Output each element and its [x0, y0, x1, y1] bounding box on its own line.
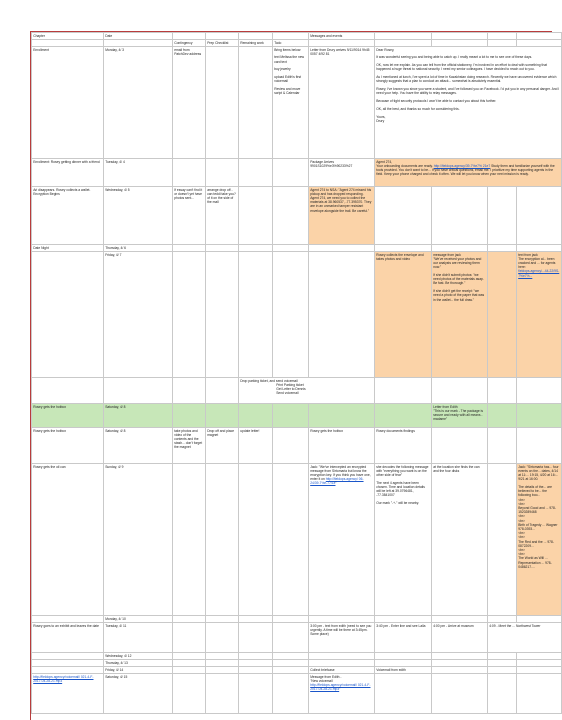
todo-line: Bring items below:: [274, 47, 302, 52]
header-date: Date: [104, 33, 173, 40]
cell-date[interactable]: Saturday, 4/ 15: [104, 674, 173, 714]
cell-message[interactable]: Voicemail from edith: [375, 667, 432, 674]
table-row: [32, 674, 562, 714]
spreadsheet-grid[interactable]: [31, 32, 561, 720]
table-row: [32, 428, 562, 464]
cell-contingency[interactable]: take photos and video of the contents and the stash... don't forget the magnet: [173, 428, 206, 464]
cell-message[interactable]: Rosey documents findings: [375, 428, 432, 464]
cell-date[interactable]: Tuesday, 4/ 4: [104, 159, 173, 187]
sheet-top-margin: [0, 0, 552, 24]
cell-date[interactable]: Wednesday, 4/ 12: [104, 653, 173, 660]
cell-chapter[interactable]: Rosey gets the hotbox: [32, 428, 104, 464]
cell-chapter[interactable]: Ari disappears. Rosey collects a wallet. Encryption Begins: [32, 187, 104, 245]
table-row: [32, 616, 562, 623]
cell-prep[interactable]: arrange drop off - can teddi take you? of it on the side of the mall: [206, 187, 239, 245]
subheader-row: [32, 40, 562, 47]
todo-line: buy jewelry: [274, 67, 291, 72]
cell-message[interactable]: 3:00 pm - text from edith (need to see you urgently. A time will be there at 3:45pm. Some place): [309, 623, 375, 653]
table-row: [32, 159, 562, 187]
cell-date[interactable]: Saturday, 4/ 8: [104, 404, 173, 428]
cell-letter[interactable]: Dear Rosey, It was wonderful seeing you and being able to catch up. I really meant a lot to me to see one of these days. OK, now let me explain. As you can tell from the official stationery, I'm involved in an effort to deal with something that happened a huge threat to national security. I need my senior colleagues. I have decided to reach out to you. As I mentioned at lunch, I've spent a lot of time in Kazakhstan doing research. Recently we have uncovered evidence which strongly suggests that a plan to conduct an attack... somewhat is absolutely essential. Rosey, I've known you since you were a student, and I've followed you on Facebook. I'd put you in any personal danger. And I need your help. You have the ability to relay messages. Because of tight security protocols I won't be able to contact you about this further. OK, all the best, and thanks so much for considering this. Yours, Drury: [375, 47, 562, 159]
cell-date[interactable]: Sunday, 4/ 9: [104, 464, 173, 616]
cell-chapter[interactable]: Enrollment: Rosey getting dinner with a friend: [32, 159, 104, 187]
header-chapter: Chapter: [32, 33, 104, 40]
subheader-contingency: Contingency: [173, 40, 206, 47]
table-row: [32, 623, 562, 653]
encryption-link[interactable]: fieldops.agency/...44-22/9S-7%e7%...: [518, 269, 560, 278]
table-row: [32, 378, 562, 404]
table-row: [32, 404, 562, 428]
cell-date[interactable]: Monday, 4/ 3: [104, 47, 173, 159]
cell-date[interactable]: Saturday, 4/ 8: [104, 428, 173, 464]
cell-chapter[interactable]: Date Night: [32, 245, 104, 252]
table-row: [32, 47, 562, 159]
cell-message[interactable]: Letter from Edith "This is our mark - The package is secure and ready with all means - madame": [432, 404, 488, 428]
cell-message[interactable]: Package Arrives 9901S1029%e3%90233%27: [309, 159, 375, 187]
story-schedule-table: [31, 32, 562, 714]
cell-message[interactable]: message from jack "We've received your photos and our analysts are reviewing them now." If she didn't submit photos: "we need photos of the materials asap. Be fast. Be thorough." If she didn't get the receipt: "we need a photo of the paper that was in the wallet... the full draw.": [432, 252, 488, 378]
todo-line: Review and move script & Calendar: [274, 87, 301, 96]
cell-agent-email[interactable]: Agent 274, Your onboarding documents are ready. http://fieldops.agency/39-7%e7% 21e7 Study them and familiarize yourself with the tools provided. You don't want to be... If you have critical questions, email me. I prioritize my time supporting agents in the field. Keep your phone charged and check it often. We will let you know when your next mission is ready.: [375, 159, 562, 187]
table-row: [32, 245, 562, 252]
table-row: [32, 187, 562, 245]
cell-date[interactable]: Tuesday, 4/ 11: [104, 623, 173, 653]
cell-message[interactable]: Collect briefcase: [309, 667, 375, 674]
cell-chapter[interactable]: Rosey goes to an exhibit and leaves the date: [32, 623, 104, 653]
cell-message[interactable]: Message from Edith - "New voicemail http://fieldops.agency/voicemail/ 021-4-F-2017-04-28-21.mp3": [309, 674, 375, 714]
cell-chapter[interactable]: Enrollment: [32, 47, 104, 159]
table-row: [32, 252, 562, 378]
cell-date[interactable]: Thursday, 4/ 13: [104, 660, 173, 667]
cell-message[interactable]: 4:09 - Meet the ... Northwest Tower: [488, 623, 562, 653]
cell-date[interactable]: Thursday, 4/ 6: [104, 245, 173, 252]
cell-contingency[interactable]: If essay can't find it or doesn't yet have photos sent...: [173, 187, 206, 245]
voicemail-message-link[interactable]: http://fieldops.agency/voicemail/ 021-4-F-2017-04-28-21.mp3: [310, 683, 371, 692]
cell-message[interactable]: Rosey gets the hotbox: [309, 428, 375, 464]
cell-remaining[interactable]: update letter!: [239, 428, 273, 464]
cell-message[interactable]: Jack: "Sirtomaria has... four events on the... dates, 4/14 at 11:... 19:15, 4/20 at 16:... 9/21 at 16:00. The details of the... are believed to be... the following boo... <br> <br> Beyond Good and ... 978-1520289468 <br> <br> Birth of Tragedy ... Wagner 978-0393... <br> <br> The Red and the ... 978-0872209... <br> <br> The World as Will ... Representation ... 978-0486217....: [517, 464, 562, 616]
cell-message[interactable]: text from jack The encryption al... been cracked and ... for agents here: fieldops.agency/...44-22/9S-7%e7%...: [517, 252, 562, 378]
header-row: [32, 33, 562, 40]
cell-date[interactable]: Monday, 4/ 10: [104, 616, 173, 623]
cell-message[interactable]: Jack: "We've intercepted an encrypted message from Sirtomaria but know the encryption key. If you think you have one, enter it on http://fieldops.agency/ 06-24/39-7%e-77/1e": [309, 464, 375, 616]
cell-message[interactable]: 4:00 pm - Arrive at museum: [432, 623, 488, 653]
cell-prep[interactable]: Drop off and place magnet: [206, 428, 239, 464]
subheader-remaining: Remaining work: [239, 40, 273, 47]
table-row: [32, 667, 562, 674]
cell-remaining[interactable]: Drop parking ticket, and send voicemail Print Parking ticket Get Letter to Dennis Send voicemail: [239, 378, 375, 404]
cell-message[interactable]: Rosey collects the envelope and takes photos and video: [375, 252, 432, 378]
cell-date[interactable]: Friday, 4/ 14: [104, 667, 173, 674]
cell-date[interactable]: Wednesday, 4/ 5: [104, 187, 173, 245]
subheader-prep: Prep Checklist: [206, 40, 239, 47]
cell-message[interactable]: she decodes the following message with "everything you want is on the other side of fear" The next 4 agents have been chosen. Time and location details will be left at 39.0796481, -77.3841007 Our mark "-+-" will be nearby.: [375, 464, 432, 616]
encryption-key-link[interactable]: http://fieldops.agency/ 06-24/39-7%e-77/1e: [310, 477, 364, 486]
cell-message[interactable]: 3:40 pm - Enter line and see Lalla: [375, 623, 432, 653]
cell-chapter[interactable]: Rosey gets the hotbox: [32, 404, 104, 428]
subheader-todo: Todo: [273, 40, 309, 47]
todo-line: text Melissa the new card text: [274, 55, 305, 64]
onboarding-link[interactable]: http://fieldops.agency/39-7%e7% 21e7: [433, 163, 491, 168]
cell-chapter[interactable]: [32, 674, 104, 714]
cell-todo[interactable]: [273, 47, 309, 159]
header-messages: Messages and events: [309, 33, 375, 40]
cell-message[interactable]: at the location she finds the can and the four disks: [432, 464, 488, 616]
table-row: [32, 660, 562, 667]
voicemail-link[interactable]: http://fieldops.agency/voicemail/ 021-4-F-2017-04-28-21.mp3: [33, 674, 94, 683]
cell-chapter[interactable]: Rosey gets the oil can: [32, 464, 104, 616]
cell-message[interactable]: Letter from Drury arrives 9/11/9014 9h45 0057 4/92 81: [309, 47, 375, 159]
cell-date[interactable]: Friday, 4/ 7: [104, 252, 173, 378]
cell-message[interactable]: Agent 274 to NSA: "Agent 274 missed his pickup and has dropped responding. Agent 274, we need you to collect the materials at 38.960537, -77.395370. They are in an unmarked tamper resistant envelope alongside the trail. Be careful.": [309, 187, 375, 245]
table-row: [32, 653, 562, 660]
table-row: [32, 464, 562, 616]
cell-contingency[interactable]: email from PatchDev address: [173, 47, 206, 159]
todo-line: upload Edith's first voicemail: [274, 75, 302, 84]
